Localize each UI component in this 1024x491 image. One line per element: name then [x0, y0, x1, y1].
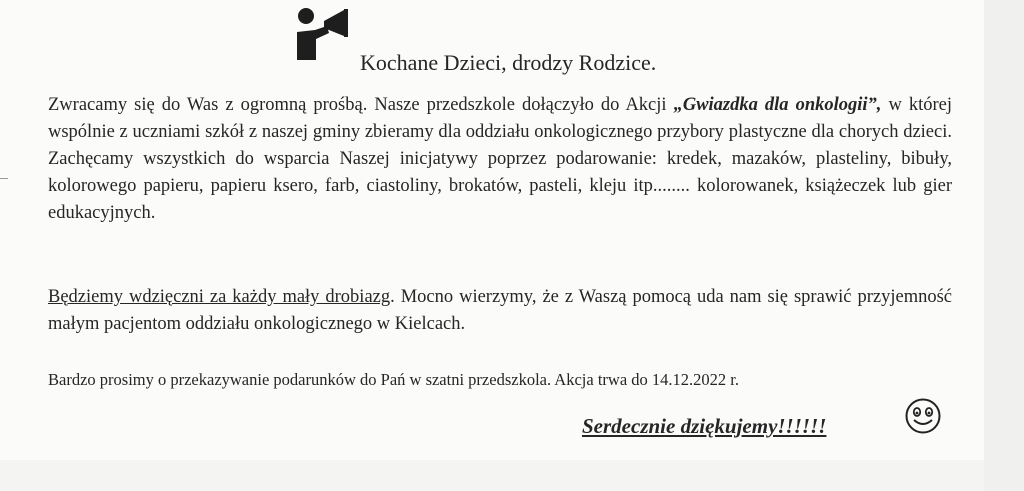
gratitude-underlined: Będziemy wdzięczni za każdy mały drobiazg [48, 287, 391, 307]
smiley-icon [904, 397, 942, 435]
scan-edge-mark [0, 178, 8, 179]
scan-right-margin [984, 0, 1024, 491]
letter-greeting: Kochane Dzieci, drodzy Rodzice. [360, 50, 657, 75]
paragraph-request-details: w której wspólnie z uczniami szkół z naszej gminy zbieramy dla oddziału onkologicznego przybory plastyczne dla chorych dzieci. Zachęcamy wszystkich do wsparcia Naszej inicjatywy poprzez podarowanie: kredek, mazaków, plasteliny, bibuły, kolorowego papieru, papieru ksero, farb, ciastoliny, brokatów, pasteli, kleju itp........ kolorowanek, książeczek lub gier edukacyjnych. [48, 95, 953, 223]
campaign-name: „Gwiazdka dla onkologii”, [673, 95, 882, 115]
paragraph-gratitude [48, 284, 952, 338]
paragraph-instructions: Bardzo prosimy o przekazywanie podarunków do Pań w szatni przedszkola. Akcja trwa do 14.12.2022 r. [48, 370, 739, 389]
paragraph-request-intro: Zwracamy się do Was z ogromną prośbą. Nasze przedszkole dołączyło do Akcji [48, 95, 674, 115]
person-with-megaphone-icon [294, 6, 352, 62]
closing-thanks: Serdecznie dziękujemy!!!!!! [582, 414, 827, 438]
paragraph-request [48, 92, 952, 227]
gratitude-rest: . Mocno wierzymy, że z Waszą pomocą uda nam się sprawić przyjemność małym pacjentom oddziału onkologicznego w Kielcach. [48, 287, 953, 334]
